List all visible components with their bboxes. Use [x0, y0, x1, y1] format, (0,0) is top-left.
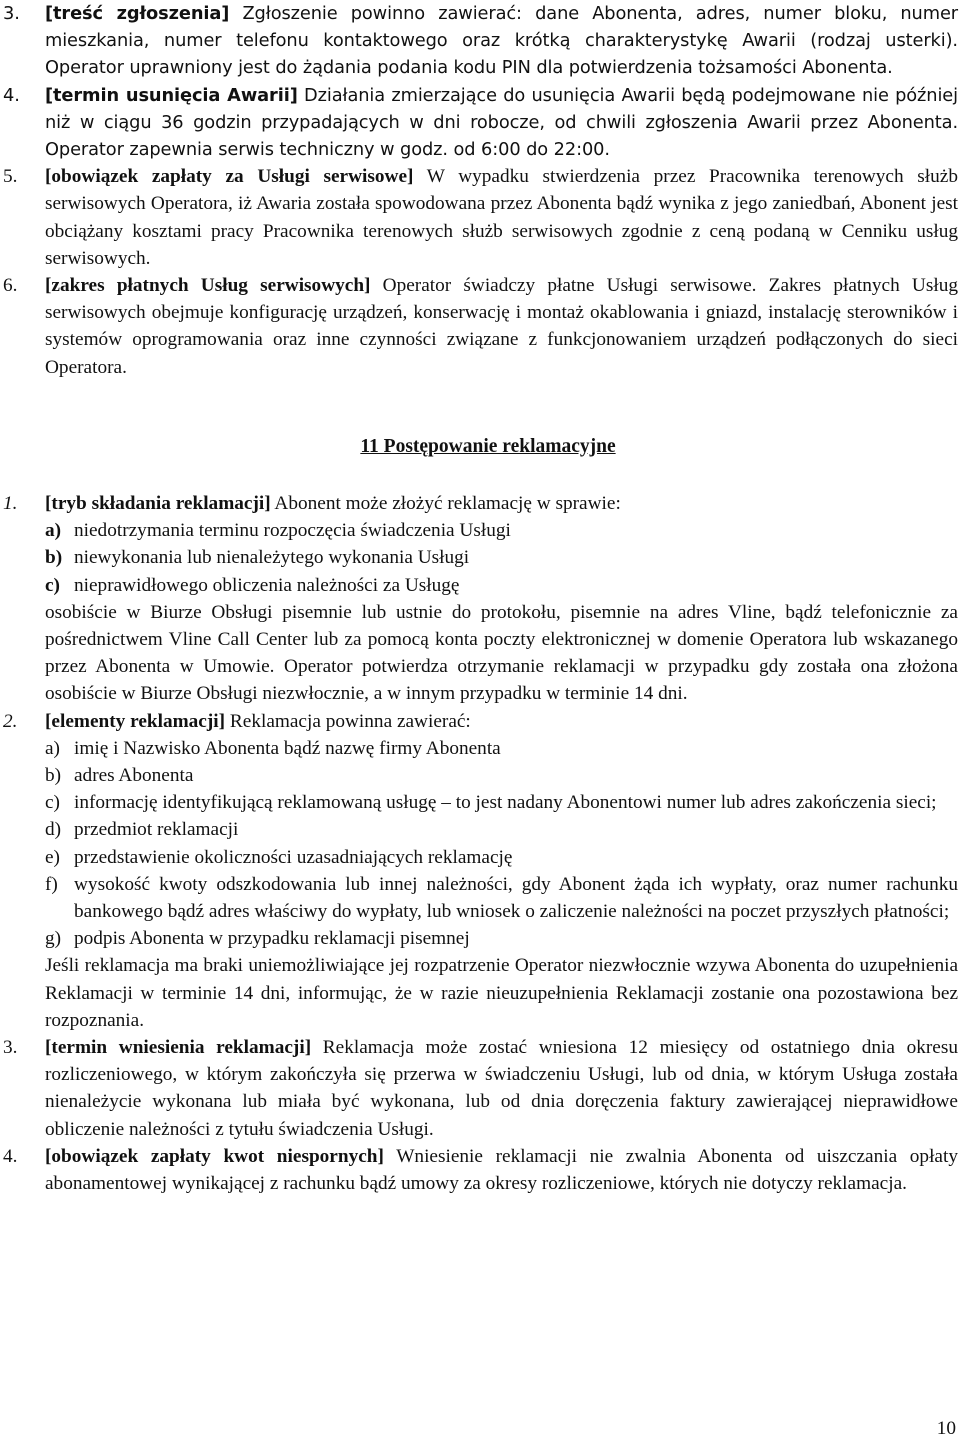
complaints-section [0, 490, 960, 1197]
item-3-report-contents [0, 0, 960, 82]
section-heading-wrapper [0, 433, 960, 461]
item-number: 3. [3, 3, 20, 24]
item-label: [treść zgłoszenia] [45, 3, 230, 24]
item-5-service-payment-obligation [0, 163, 960, 272]
item-text: W wypadku stwierdzenia przez Pracownika terenowych służb serwisowych Operatora, iż Awaria została spowodowana przez Abonenta bądź wynika z jego zaniedbań, Abonent jest obciążany kosztami pracy Pracownika terenowych służb serwisowych zgodnie z ceną podaną w Cenniku usług serwisowych. [45, 166, 958, 269]
item-continuation: Jeśli reklamacja ma braki uniemożliwiające jej rozpatrzenie Operator niezwłocznie wzywa Abonenta do uzupełnienia Reklamacji w terminie 14 dni, informując, że w razie nieuzupełnienia Reklamacji zostanie ona pozostawiona bez rozpoznania. [45, 955, 958, 1031]
sub-label: b) [45, 547, 63, 569]
sub-text: nieprawidłowego obliczenia należności za Usługę [74, 574, 460, 596]
item-label: [elementy reklamacji] [45, 710, 226, 732]
item-number: 6. [3, 275, 18, 297]
sub-text: podpis Abonenta w przypadku reklamacji pisemnej [74, 928, 470, 950]
sub-item [45, 789, 958, 816]
sub-label: b) [45, 765, 62, 787]
item-text: Reklamacja może zostać wniesiona 12 miesięcy od ostatniego dnia okresu rozliczeniowego, w którym zakończyła się przerwa w świadczeniu Usługi, lub od dnia, w którym Usługa została nienależycie wykonana lub miała być wykonana, lub od dnia doręczenia faktury zawierającej nieprawidłowe obliczenie należności z tytułu świadczenia Usługi. [45, 1037, 959, 1140]
item-text: Reklamacja powinna zawierać: [225, 710, 471, 732]
service-section-continued [0, 0, 960, 381]
sub-item [45, 572, 958, 599]
item-continuation: osobiście w Biurze Obsługi pisemnie lub ustnie do protokołu, pisemnie na adres Vline, bądź telefonicznie za pośrednictwem Vline Call Center lub za pomocą konta poczty elektronicznej w domenie Operatora lub wskazanego przez Abonenta w Umowie. Operator potwierdza otrzymanie reklamacji w przypadku gdy została ona złożona osobiście w Biurze Obsługi niezwłocznie, a w innym przypadku w terminie 14 dni. [45, 601, 958, 705]
sub-label: d) [45, 819, 62, 841]
sub-text: niedotrzymania terminu rozpoczęcia świadczenia Usługi [74, 520, 511, 542]
sub-item [45, 517, 958, 544]
sub-item [45, 925, 958, 952]
sub-item [45, 844, 958, 871]
sub-text: niewykonania lub nienależytego wykonania Usługi [74, 547, 470, 569]
complaint-item-4 [0, 1143, 960, 1197]
item-label: [termin usunięcia Awarii] [45, 84, 298, 106]
sub-item [45, 544, 958, 571]
item-number: 4. [3, 84, 20, 106]
item-6-paid-services-scope [0, 272, 960, 381]
sub-item [45, 816, 958, 843]
sub-label: a) [45, 737, 60, 759]
sub-text: wysokość kwoty odszkodowania lub innej należności, gdy Abonent żąda ich wypłaty, oraz numer rachunku bankowego bądź adres właściwy do wypłaty, lub wniosek o zaliczenie należności na poczet przyszłych płatności; [74, 873, 958, 923]
sub-text: adres Abonenta [74, 765, 194, 787]
item-text: Operator świadczy płatne Usługi serwisowe. Zakres płatnych Usług serwisowych obejmuje konfigurację urządzeń, konserwację i montaż okablowania i gniazd, instalację sterowników i systemów oprogramowania oraz inne czynności związane z funkcjonowaniem urządzeń podłączonych do sieci Operatora. [45, 275, 958, 378]
sub-item [45, 871, 958, 925]
complaint-item-3 [0, 1034, 960, 1143]
item-number: 2. [3, 710, 18, 732]
page-number: 10 [936, 1418, 956, 1439]
item-text: Działania zmierzające do usunięcia Awarii będą podejmowane nie później niż w ciągu 36 godzin przypadających w dni robocze, od chwili zgłoszenia Awarii przez Abonenta. Operator zapewnia serwis techniczny w godz. od 6:00 do 22:00. [45, 84, 958, 161]
item-text: Zgłoszenie powinno zawierać: dane Abonenta, adres, numer bloku, numer mieszkania, numer telefonu kontaktowego oraz krótką charakterystykę Awarii (rodzaj usterki). Operator uprawniony jest do żądania podania kodu PIN dla potwierdzenia tożsamości Abonenta. [45, 3, 958, 79]
sub-label: c) [45, 574, 60, 596]
item-4-fault-removal-deadline [0, 82, 960, 164]
sub-label: c) [45, 792, 60, 814]
sub-text: imię i Nazwisko Abonenta bądź nazwę firmy Abonenta [74, 737, 501, 759]
item-number: 4. [3, 1145, 18, 1167]
item-label: [obowiązek zapłaty za Usługi serwisowe] [45, 166, 414, 188]
sub-label: e) [45, 846, 60, 868]
sub-label: g) [45, 928, 62, 950]
complaint-item-2 [0, 708, 960, 1034]
sub-text: przedstawienie okoliczności uzasadniających reklamację [74, 846, 513, 868]
item-label: [tryb składania reklamacji] [45, 493, 271, 514]
complaint-item-1 [0, 490, 960, 708]
item-text: Abonent może złożyć reklamację w sprawie: [270, 493, 621, 514]
sub-text: przedmiot reklamacji [74, 819, 239, 841]
section-heading: 11 Postępowanie reklamacyjne [360, 436, 616, 457]
item-label: [obowiązek zapłaty kwot niespornych] [45, 1145, 384, 1167]
item-label: [zakres płatnych Usług serwisowych] [45, 275, 371, 297]
item-text: Wniesienie reklamacji nie zwalnia Abonenta od uiszczania opłaty abonamentowej wynikającej z rachunku bądź umowy za okresy rozliczeniowe, których nie dotyczy reklamacja. [45, 1145, 958, 1195]
sub-label: a) [45, 520, 62, 542]
item-label: [termin wniesienia reklamacji] [45, 1037, 312, 1059]
item-number: 1. [3, 493, 18, 514]
item-number: 5. [3, 166, 18, 188]
item-number: 3. [3, 1037, 18, 1059]
sub-item [45, 735, 958, 762]
sub-text: informację identyfikującą reklamowaną usługę – to jest nadany Abonentowi numer lub adres zakończenia sieci; [74, 792, 937, 814]
sub-item [45, 762, 958, 789]
sub-label: f) [45, 873, 58, 895]
